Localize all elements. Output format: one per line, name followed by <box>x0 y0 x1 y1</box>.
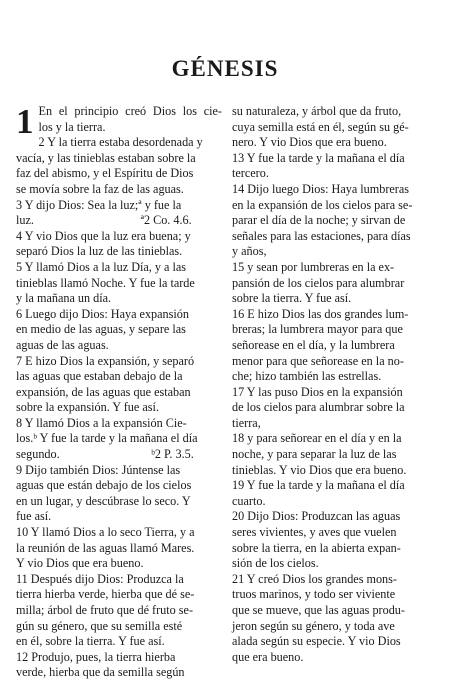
text-line: segundo. ᵇ2 P. 3.5. <box>16 447 194 462</box>
text-line: 13 Y fue la tarde y la mañana el día <box>232 150 405 165</box>
text-line: expansión, de las aguas que estaban <box>16 384 191 399</box>
text-line: tinieblas llamó Noche. Y fue la tarde <box>16 275 195 290</box>
text-line: breras; la lumbrera mayor para que <box>232 322 403 337</box>
text-line: tierra, <box>232 415 261 430</box>
text-line: aguas de las aguas. <box>16 337 109 352</box>
text-line: 19 Y fue la tarde y la mañana el día <box>232 478 405 493</box>
text-line: En el principio creó Dios los cie- <box>38 104 222 118</box>
text-line: milla; árbol de fruto que dé fruto se- <box>16 603 193 617</box>
text-line: nero. Y vio Dios que era bueno. <box>232 135 387 150</box>
text-line: 6 Luego dijo Dios: Haya expansión <box>16 306 189 321</box>
text-line: verde, hierba que da semilla según <box>16 665 185 680</box>
text-line: menor para que señorease en la no- <box>232 353 404 368</box>
text-line: los y la tierra. <box>38 119 106 134</box>
text-line: su naturaleza, y árbol que da fruto, <box>232 104 402 118</box>
text-line: señorease en el día, y la lumbrera <box>232 337 395 352</box>
text-line: 5 Y llamó Dios a la luz Día, y a las <box>16 259 187 274</box>
verse-1 <box>16 102 222 141</box>
text-line: alada según su especie. Y vio Dios <box>232 634 401 649</box>
text-line: y años, <box>232 244 267 259</box>
text-line: en la expansión de los cielos para se- <box>232 197 413 212</box>
text-line: 8 Y llamó Dios a la expansión Cie- <box>16 415 187 430</box>
text-line: vacía, y las tinieblas estaban sobre la <box>16 150 196 165</box>
text-line: que se mueve, que las aguas produ- <box>232 603 405 617</box>
text-line: sión de los cielos. <box>232 556 319 571</box>
text-line: cuarto. <box>232 493 266 508</box>
text-line: cuya semilla está en él, según su gé- <box>232 119 409 134</box>
text-line: tercero. <box>232 166 269 181</box>
text-line: la reunión de las aguas llamó Mares. <box>16 540 195 555</box>
text-line: 16 E hizo Dios las dos grandes lum- <box>232 306 409 321</box>
text-line: 11 Después dijo Dios: Produzca la <box>16 571 184 586</box>
right-column <box>232 104 437 665</box>
text-line: faz del abismo, y el Espíritu de Dios <box>16 166 194 181</box>
text-line: 3 Y dijo Dios: Sea la luz;ª y fue la <box>16 197 182 212</box>
text-line: parar el día de la noche; y sirvan de <box>232 213 406 228</box>
text-line: de los cielos para alumbrar sobre la <box>232 400 405 415</box>
text-line: sobre la tierra. Y fue así. <box>232 291 352 306</box>
text-line: luz. ª2 Co. 4.6. <box>16 213 192 228</box>
text-line: que era bueno. <box>232 649 304 664</box>
text-line: 9 Dijo también Dios: Júntense las <box>16 462 181 477</box>
text-line: sobre la tierra, en la abierta expan- <box>232 540 401 555</box>
text-line: noche, y para separar la luz de las <box>232 447 397 462</box>
text-line: 12 Produjo, pues, la tierra hierba <box>16 649 176 664</box>
text-line: jeron según su género, y toda ave <box>232 618 395 633</box>
chapter-number-dropcap: 1 <box>16 102 34 141</box>
text-line: 4 Y vio Dios que la luz era buena; y <box>16 228 191 243</box>
text-line: 20 Dijo Dios: Produzcan las aguas <box>232 509 401 524</box>
text-line: en medio de las aguas, y separe las <box>16 322 186 337</box>
text-line: tierra hierba verde, hierba que dé se- <box>16 587 195 602</box>
left-column-lines <box>16 135 222 681</box>
text-line: se movía sobre la faz de las aguas. <box>16 181 184 196</box>
text-line: aguas que están debajo de los cielos <box>16 478 192 493</box>
text-line: pansión de los cielos para alumbrar <box>232 275 405 290</box>
text-line: 21 Y creó Dios los grandes mons- <box>232 571 397 586</box>
text-line: los.ᵇ Y fue la tarde y la mañana el día <box>16 431 198 446</box>
text-line: che; hizo también las estrellas. <box>232 369 382 384</box>
text-line: tinieblas. Y vio Dios que era bueno. <box>232 462 407 477</box>
text-line: en un lugar, y descúbrase lo seco. Y <box>16 493 191 508</box>
text-line: 10 Y llamó Dios a lo seco Tierra, y a <box>16 525 195 540</box>
text-line: fue así. <box>16 509 52 524</box>
text-line: las aguas que estaban debajo de la <box>16 369 183 384</box>
text-line: 14 Dijo luego Dios: Haya lumbreras <box>232 181 410 196</box>
text-line: en él, sobre la tierra. Y fue así. <box>16 634 165 649</box>
text-line: y la mañana un día. <box>16 291 112 306</box>
text-line: truos marinos, y todo ser viviente <box>232 587 396 602</box>
text-line: Y vio Dios que era bueno. <box>16 556 144 571</box>
text-line: gún su género, que su semilla esté <box>16 618 183 633</box>
text-line: sobre la expansión. Y fue así. <box>16 400 159 415</box>
text-line: separó Dios la luz de las tinieblas. <box>16 244 183 259</box>
text-line: 7 E hizo Dios la expansión, y separó <box>16 353 195 368</box>
text-line: 2 Y la tierra estaba desordenada y <box>38 135 203 150</box>
text-line: señales para las estaciones, para días <box>232 228 411 243</box>
right-column-lines <box>232 104 437 665</box>
text-line: 18 y para señorear en el día y en la <box>232 431 402 446</box>
text-line: 17 Y las puso Dios en la expansión <box>232 384 403 399</box>
left-column <box>16 104 222 681</box>
book-title: GÉNESIS <box>171 56 279 81</box>
text-line: seres vivientes, y aves que vuelen <box>232 525 397 540</box>
text-line: 15 y sean por lumbreras en la ex- <box>232 259 395 274</box>
